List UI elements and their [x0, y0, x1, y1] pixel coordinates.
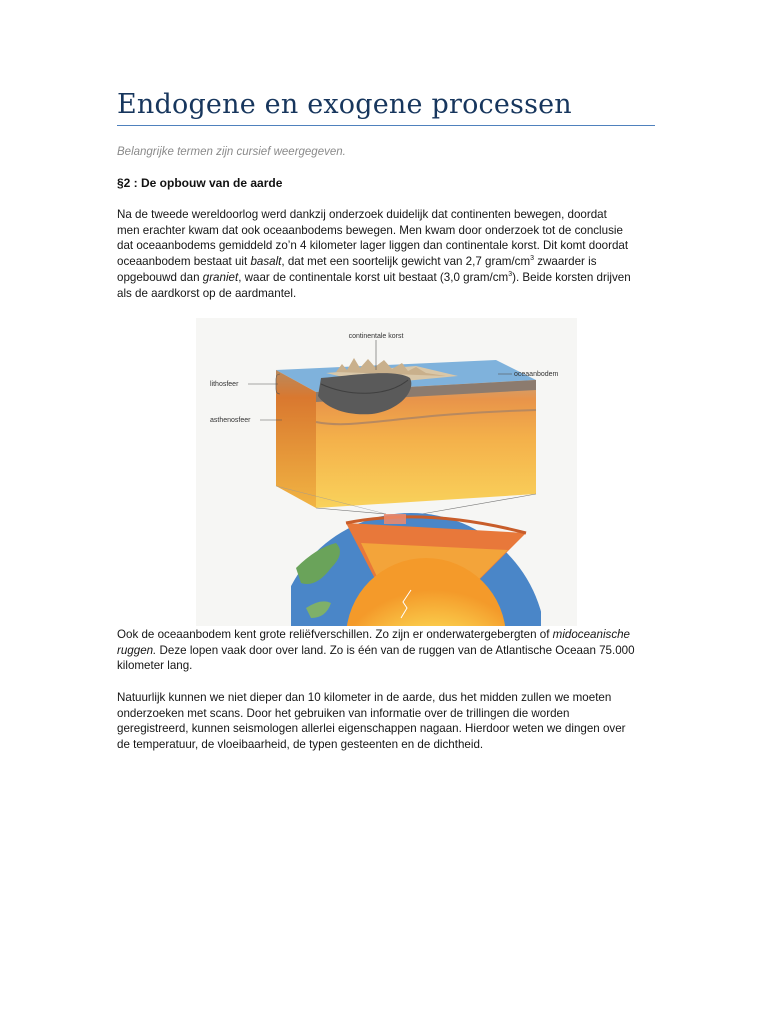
- text-line: [117, 254, 657, 270]
- text-line: dat oceaanbodems gemiddeld zo’n 4 kilometer lager liggen dan continentale korst. Dit komt doordat: [117, 239, 629, 253]
- title-underline: [117, 125, 655, 126]
- text-line: als de aardkorst op de aardmantel.: [117, 286, 297, 300]
- superscript: 3: [508, 270, 513, 278]
- term-midoceanische: midoceanische: [552, 628, 631, 641]
- paragraph-seismology: [117, 690, 657, 753]
- text-line: Na de tweede wereldoorlog werd dankzij onderzoek duidelijk dat continenten bewegen, doordat: [117, 208, 607, 221]
- text-line: onderzoeken met scans. Door het gebruiken van informatie over de trillingen die worden: [117, 706, 570, 720]
- text-fragment: zwaarder is: [534, 255, 597, 269]
- text-line: [117, 627, 657, 643]
- text-fragment: Ook de oceaanbodem kent grote reliëfverschillen. Zo zijn er onderwatergebergten of: [117, 628, 553, 641]
- text-line: [117, 270, 657, 286]
- text-fragment: oceaanbodem bestaat uit: [117, 255, 251, 269]
- term-ruggen: ruggen.: [117, 643, 157, 657]
- zoom-highlight: [384, 514, 406, 524]
- text-line: geregistreerd, kunnen seismologen allerlei eigenschappen nagaan. Hierdoor weten we dingen over: [117, 722, 626, 736]
- subtitle-note: Belangrijke termen zijn cursief weergegeven.: [117, 146, 346, 158]
- page-title: Endogene en exogene processen: [117, 89, 572, 120]
- label-continental-crust: continentale korst: [348, 333, 404, 340]
- text-fragment: , dat met een soortelijk gewicht van 2,7 gram/cm: [281, 255, 531, 269]
- text-line: de temperatuur, de vloeibaarheid, de typen gesteenten en de dichtheid.: [117, 738, 484, 752]
- earth-structure-figure: [196, 318, 577, 626]
- text-fragment: Deze lopen vaak door over land. Zo is één van de ruggen van de Atlantische Oceaan 75.000: [156, 643, 635, 657]
- earth-cross-section-illustration: [196, 318, 577, 626]
- label-asthenosphere: asthenosfeer: [210, 417, 251, 424]
- text-fragment: opgebouwd dan: [117, 270, 203, 284]
- paragraph-ocean-relief: [117, 627, 657, 674]
- superscript: 3: [530, 255, 535, 263]
- text-line: kilometer lang.: [117, 659, 193, 673]
- section-heading: §2 : De opbouw van de aarde: [117, 176, 283, 190]
- text-line: men erachter kwam dat ook oceaanbodems bewegen. Men kwam door onderzoek tot de conclusie: [117, 223, 623, 237]
- block-side-face: [276, 370, 316, 508]
- label-lithosphere: lithosfeer: [210, 381, 239, 388]
- text-fragment: , waar de continentale korst uit bestaat (3,0 gram/cm: [238, 270, 509, 284]
- term-graniet: graniet: [202, 270, 239, 284]
- term-basalt: basalt: [250, 255, 282, 269]
- text-fragment: ). Beide korsten drijven: [512, 270, 631, 284]
- text-line: [117, 643, 657, 659]
- paragraph-intro: [117, 207, 657, 301]
- text-line: Natuurlijk kunnen we niet dieper dan 10 kilometer in de aarde, dus het midden zullen we moeten: [117, 691, 612, 704]
- label-ocean-floor: oceaanbodem: [514, 371, 559, 378]
